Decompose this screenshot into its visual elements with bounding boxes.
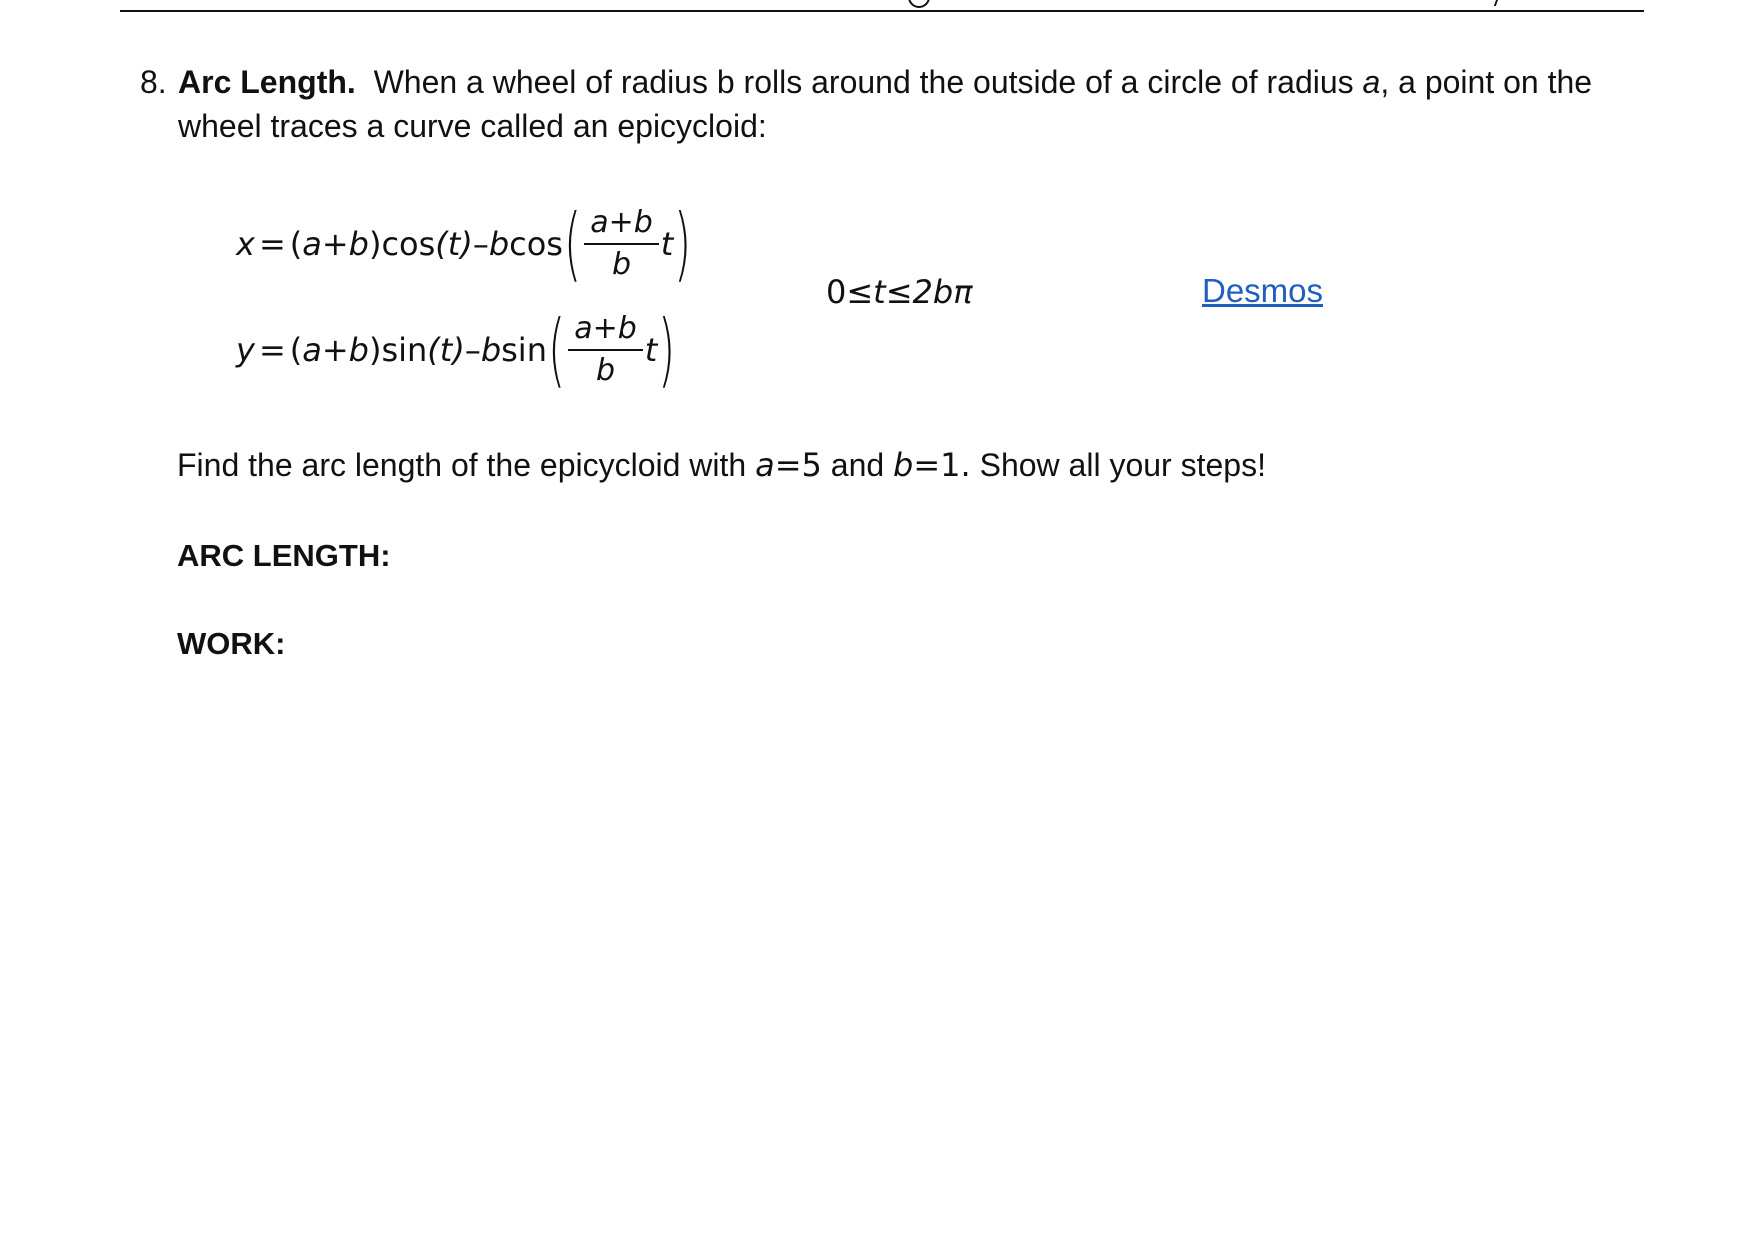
problem-number: 8. (140, 64, 167, 100)
var-a: a (1362, 64, 1381, 100)
problem-intro (178, 60, 1618, 148)
cropped-glyph (900, 0, 960, 8)
arc-length-label: ARC LENGTH: (177, 538, 391, 573)
y-equation: y = ( a + b ) sin (t) – b sin ( $\frac{a+b}{b}$ t ) (236, 303, 676, 396)
task-instruction: Find the arc length of the epicycloid with a=5 and b=1. Show all your steps! (177, 446, 1266, 484)
parameter-range: 0≤t≤2bπ (826, 273, 973, 311)
fraction: $\frac{a+b}{b}$ (584, 205, 659, 283)
work-label: WORK: (177, 626, 286, 661)
top-rule (120, 10, 1644, 12)
problem-heading: Arc Length. (178, 64, 356, 100)
fraction: $\frac{a+b}{b}$ (568, 311, 643, 389)
intro-text: When a wheel of radius b rolls around the outside of a circle of radius a, a point on the wheel traces a curve called an epicycloid: (178, 64, 1593, 144)
cropped-glyph (1484, 0, 1500, 6)
x-equation: x = ( a + b ) cos (t) – b cos ( $\frac{a+b}{b}$ t ) (236, 197, 692, 290)
desmos-link[interactable]: Desmos (1202, 272, 1324, 309)
